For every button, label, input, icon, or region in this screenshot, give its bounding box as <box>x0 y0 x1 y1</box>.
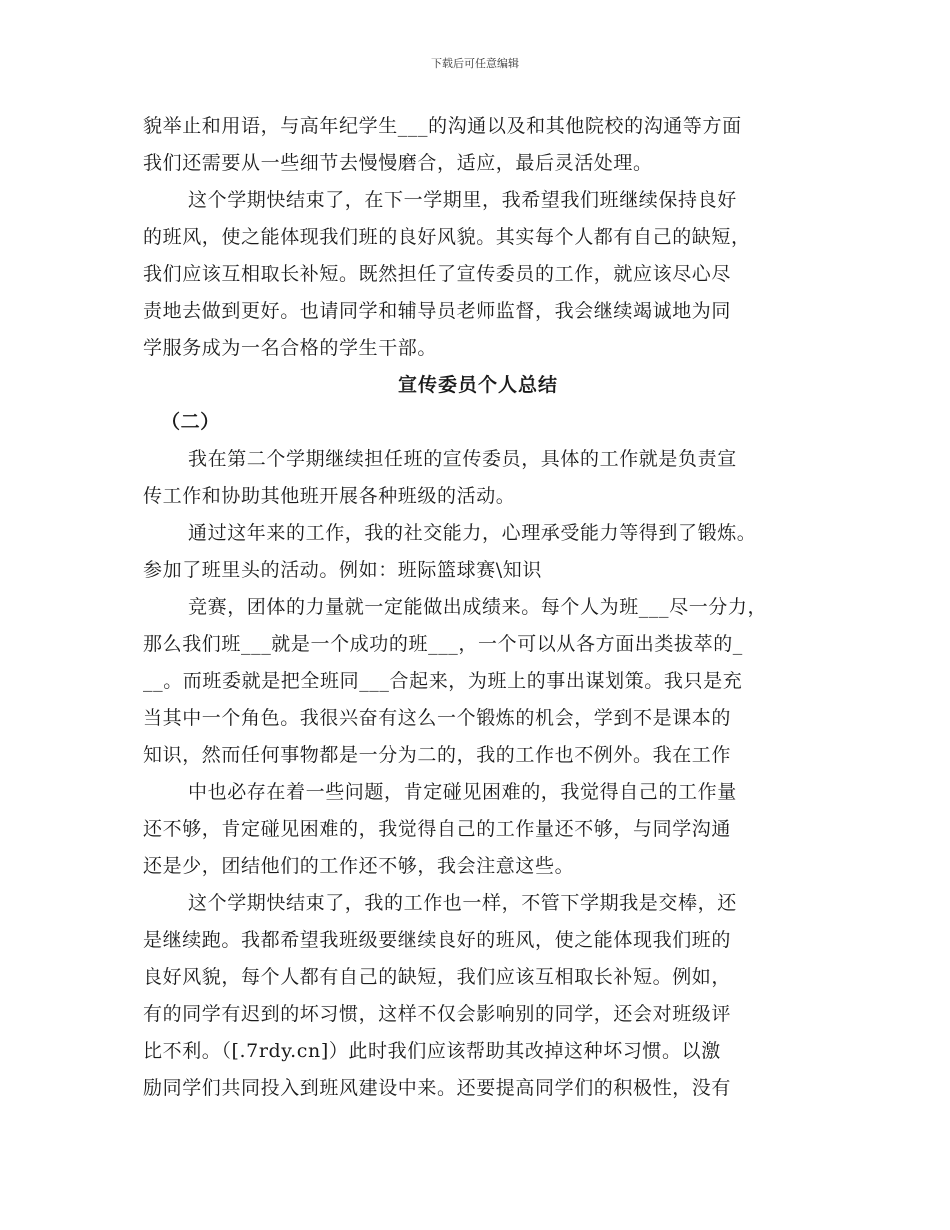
text-line: 还是少，团结他们的工作还不够，我会注意这些。 <box>143 855 575 877</box>
text-line: 还不够，肯定碰见困难的，我觉得自己的工作量还不够，与同学沟通 <box>143 818 732 840</box>
text-line: 的班风，使之能体现我们班的良好风貌。其实每个人都有自己的缺短， <box>143 226 751 248</box>
text-line: 当其中一个角色。我很兴奋有这么一个锻炼的机会，学到不是课本的 <box>143 707 732 729</box>
page-header-note: 下载后可任意编辑 <box>431 57 519 70</box>
text-line: 良好风貌，每个人都有自己的缺短，我们应该互相取长补短。例如， <box>143 966 732 988</box>
paragraph-start: 我在第二个学期继续担任班的宣传委员，具体的工作就是负责宣 <box>188 448 737 470</box>
text-line: 我们应该互相取长补短。既然担任了宣传委员的工作，就应该尽心尽 <box>143 263 732 285</box>
text-line: 比不利。（[.7rdy.cn]）此时我们应该帮助其改掉这种坏习惯。以激 <box>143 1040 721 1062</box>
text-line: __。而班委就是把全班同___合起来，为班上的事出谋划策。我只是充 <box>143 670 743 692</box>
text-line: 励同学们共同投入到班风建设中来。还要提高同学们的积极性，没有 <box>143 1077 732 1099</box>
text-line: 知识，然而任何事物都是一分为二的，我的工作也不例外。我在工作 <box>143 744 732 766</box>
paragraph-start: 竞赛，团体的力量就一定能做出成绩来。每个人为班___尽一分力， <box>188 596 768 618</box>
text-line: 我们还需要从一些细节去慢慢磨合，适应，最后灵活处理。 <box>143 152 653 174</box>
text-line: 那么我们班___就是一个成功的班___，一个可以从各方面出类拔萃的_ <box>143 633 743 655</box>
paragraph-start: 这个学期快结束了，在下一学期里，我希望我们班继续保持良好 <box>188 189 737 211</box>
section-title: 宣传委员个人总结 <box>397 374 558 396</box>
paragraph-start: 中也必存在着一些问题，肯定碰见困难的，我觉得自己的工作量 <box>188 781 737 803</box>
text-line: 貌举止和用语，与高年纪学生___的沟通以及和其他院校的沟通等方面 <box>143 115 742 137</box>
text-line: 是继续跑。我都希望我班级要继续良好的班风，使之能体现我们班的 <box>143 929 732 951</box>
section-number: （二） <box>161 411 220 433</box>
text-line: 有的同学有迟到的坏习惯，这样不仅会影响别的同学，还会对班级评 <box>143 1003 732 1025</box>
text-line: 学服务成为一名合格的学生干部。 <box>143 337 438 359</box>
paragraph-start: 这个学期快结束了，我的工作也一样，不管下学期我是交棒，还 <box>188 892 737 914</box>
text-line: 参加了班里头的活动。例如：班际篮球赛\知识 <box>143 559 543 581</box>
text-line: 责地去做到更好。也请同学和辅导员老师监督，我会继续竭诚地为同 <box>143 300 732 322</box>
paragraph-start: 通过这年来的工作，我的社交能力，心理承受能力等得到了锻炼。 <box>188 522 757 544</box>
document-body <box>143 108 813 1107</box>
text-line: 传工作和协助其他班开展各种班级的活动。 <box>143 485 516 507</box>
